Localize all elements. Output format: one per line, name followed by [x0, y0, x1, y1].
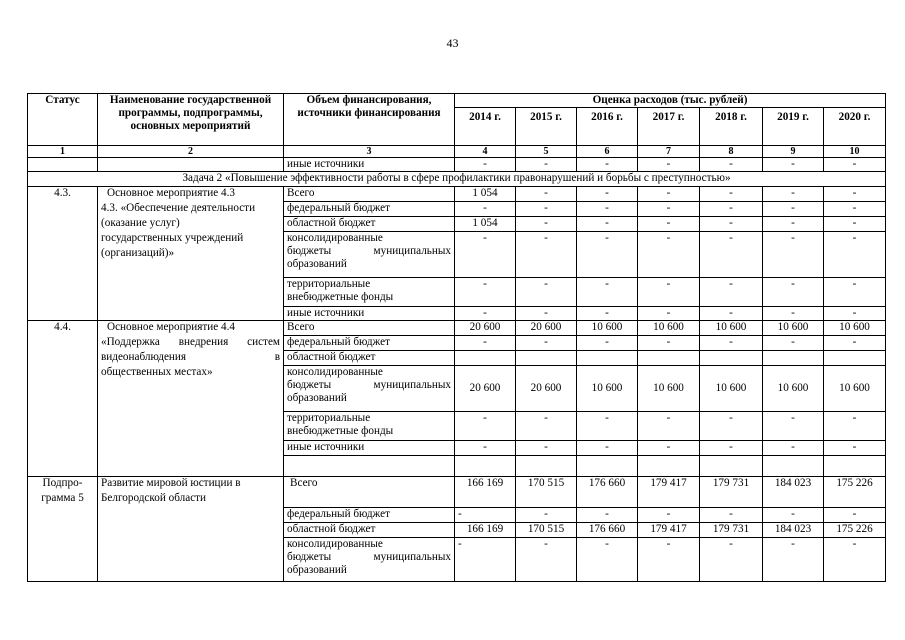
- value-cell: -: [455, 158, 516, 172]
- value-cell: -: [700, 508, 763, 523]
- column-number: 5: [516, 146, 577, 158]
- header-year: 2020 г.: [824, 108, 886, 146]
- value-cell: -: [700, 538, 763, 582]
- value-cell: -: [824, 508, 886, 523]
- value-cell: -: [763, 307, 824, 321]
- value-cell: 176 660: [577, 523, 638, 538]
- name-line: государственных учреждений: [101, 232, 244, 244]
- source-line: бюджеты муниципальных: [287, 379, 451, 391]
- value-cell: [577, 351, 638, 366]
- value-cell: -: [516, 508, 577, 523]
- measure-4-4-name: [98, 321, 284, 477]
- value-cell: -: [763, 217, 824, 232]
- value-cell: [516, 456, 577, 477]
- value-cell: -: [763, 278, 824, 307]
- value-cell: 175 226: [824, 523, 886, 538]
- source-label: федеральный бюджет: [284, 202, 455, 217]
- value-cell: 20 600: [516, 321, 577, 336]
- value-cell: -: [455, 441, 516, 456]
- column-number: 7: [638, 146, 700, 158]
- name-cell: [98, 158, 284, 172]
- header-year: 2015 г.: [516, 108, 577, 146]
- source-line: территориальные: [287, 412, 371, 424]
- value-cell: -: [638, 538, 700, 582]
- value-cell: -: [455, 412, 516, 441]
- value-cell: -: [577, 232, 638, 278]
- header-year: 2016 г.: [577, 108, 638, 146]
- value-cell: 176 660: [577, 477, 638, 508]
- value-cell: -: [638, 307, 700, 321]
- source-label: областной бюджет: [284, 217, 455, 232]
- value-cell: -: [455, 508, 516, 523]
- value-cell: [763, 351, 824, 366]
- status-cell: 4.3.: [28, 187, 98, 321]
- value-cell: -: [516, 538, 577, 582]
- value-cell: -: [824, 412, 886, 441]
- source-line: внебюджетные фонды: [287, 425, 394, 437]
- value-cell: -: [763, 158, 824, 172]
- value-cell: -: [700, 158, 763, 172]
- source-label: иные источники: [284, 307, 455, 321]
- value-cell: 179 731: [700, 477, 763, 508]
- value-cell: -: [516, 441, 577, 456]
- source-label: Всего: [284, 477, 455, 508]
- source-label: областной бюджет: [284, 351, 455, 366]
- source-label: [284, 278, 455, 307]
- name-line: «Поддержка внедрения систем: [101, 336, 280, 348]
- value-cell: -: [455, 202, 516, 217]
- value-cell: -: [638, 202, 700, 217]
- value-cell: 170 515: [516, 523, 577, 538]
- name-line: (организаций)»: [101, 247, 175, 259]
- source-label: федеральный бюджет: [284, 508, 455, 523]
- name-line: общественных местах»: [101, 366, 213, 378]
- value-cell: -: [455, 336, 516, 351]
- value-cell: -: [700, 307, 763, 321]
- value-cell: -: [577, 441, 638, 456]
- value-cell: [638, 456, 700, 477]
- measure-4-3-name: [98, 187, 284, 321]
- value-cell: -: [763, 508, 824, 523]
- value-cell: [455, 456, 516, 477]
- value-cell: -: [516, 158, 577, 172]
- value-cell: -: [638, 217, 700, 232]
- status-cell: [28, 158, 98, 172]
- name-line: Основное мероприятие 4.3: [107, 187, 235, 199]
- value-cell: 10 600: [824, 366, 886, 412]
- name-line: видеонаблюдения в: [101, 351, 280, 363]
- value-cell: -: [516, 217, 577, 232]
- name-line: Развитие мировой юстиции в: [101, 477, 241, 489]
- value-cell: [824, 351, 886, 366]
- column-number: 2: [98, 146, 284, 158]
- value-cell: -: [824, 202, 886, 217]
- value-cell: 184 023: [763, 477, 824, 508]
- header-year: 2018 г.: [700, 108, 763, 146]
- value-cell: 10 600: [763, 321, 824, 336]
- value-cell: -: [455, 232, 516, 278]
- value-cell: -: [577, 187, 638, 202]
- name-line: 4.3. «Обеспечение деятельности: [101, 202, 256, 214]
- value-cell: -: [638, 187, 700, 202]
- value-cell: [638, 351, 700, 366]
- value-cell: 20 600: [455, 321, 516, 336]
- header-estimate: Оценка расходов (тыс. рублей): [455, 94, 886, 108]
- value-cell: -: [700, 412, 763, 441]
- column-number: 4: [455, 146, 516, 158]
- source-label: [284, 538, 455, 582]
- value-cell: -: [516, 202, 577, 217]
- value-cell: -: [455, 278, 516, 307]
- value-cell: -: [763, 202, 824, 217]
- value-cell: 175 226: [824, 477, 886, 508]
- value-cell: 179 731: [700, 523, 763, 538]
- value-cell: -: [700, 232, 763, 278]
- value-cell: 20 600: [516, 366, 577, 412]
- name-line: (оказание услуг): [101, 217, 180, 229]
- column-number: 3: [284, 146, 455, 158]
- value-cell: -: [700, 441, 763, 456]
- source-line: образований: [287, 258, 347, 270]
- value-cell: -: [516, 307, 577, 321]
- source-label: областной бюджет: [284, 523, 455, 538]
- value-cell: -: [824, 187, 886, 202]
- value-cell: -: [455, 538, 516, 582]
- value-cell: -: [638, 278, 700, 307]
- source-label: Всего: [284, 321, 455, 336]
- value-cell: 10 600: [824, 321, 886, 336]
- value-cell: -: [763, 187, 824, 202]
- task-2-heading: Задача 2 «Повышение эффективности работы в сфере профилактики правонарушений и борьбы с преступностью»: [28, 172, 886, 187]
- source-line: консолидированные: [287, 232, 383, 244]
- source-label: Всего: [284, 187, 455, 202]
- name-line: Белгородской области: [101, 492, 207, 504]
- value-cell: 10 600: [638, 321, 700, 336]
- value-cell: -: [824, 232, 886, 278]
- value-cell: -: [577, 202, 638, 217]
- value-cell: -: [577, 412, 638, 441]
- value-cell: -: [577, 278, 638, 307]
- value-cell: -: [700, 202, 763, 217]
- page-number: 43: [446, 36, 459, 50]
- value-cell: [700, 456, 763, 477]
- value-cell: -: [700, 278, 763, 307]
- value-cell: 179 417: [638, 477, 700, 508]
- source-line: консолидированные: [287, 366, 383, 378]
- value-cell: -: [638, 412, 700, 441]
- source-line: образований: [287, 564, 347, 576]
- value-cell: -: [824, 158, 886, 172]
- header-year: 2019 г.: [763, 108, 824, 146]
- value-cell: -: [516, 412, 577, 441]
- value-cell: -: [577, 217, 638, 232]
- value-cell: [824, 456, 886, 477]
- value-cell: -: [700, 187, 763, 202]
- subprogram-5-name: [98, 477, 284, 582]
- value-cell: -: [763, 412, 824, 441]
- status-line: грамма 5: [41, 492, 84, 504]
- value-cell: -: [638, 508, 700, 523]
- column-number: 1: [28, 146, 98, 158]
- value-cell: -: [516, 336, 577, 351]
- value-cell: -: [824, 278, 886, 307]
- value-cell: -: [763, 336, 824, 351]
- value-cell: 184 023: [763, 523, 824, 538]
- value-cell: -: [824, 538, 886, 582]
- value-cell: 10 600: [700, 366, 763, 412]
- value-cell: -: [577, 307, 638, 321]
- source-label: [284, 456, 455, 477]
- source-line: внебюджетные фонды: [287, 291, 394, 303]
- header-status: Статус: [28, 94, 98, 146]
- value-cell: -: [516, 232, 577, 278]
- status-cell: [28, 477, 98, 582]
- column-number: 10: [824, 146, 886, 158]
- value-cell: -: [577, 538, 638, 582]
- header-year: 2014 г.: [455, 108, 516, 146]
- value-cell: -: [455, 307, 516, 321]
- value-cell: -: [763, 232, 824, 278]
- value-cell: -: [824, 307, 886, 321]
- source-label: [284, 366, 455, 412]
- header-name: Наименование государственной программы, подпрограммы, основных мероприятий: [98, 94, 284, 146]
- value-cell: -: [700, 217, 763, 232]
- status-line: Подпро-: [42, 477, 83, 489]
- value-cell: 10 600: [577, 366, 638, 412]
- source-label: [284, 232, 455, 278]
- value-cell: -: [577, 158, 638, 172]
- value-cell: [763, 456, 824, 477]
- source-line: бюджеты муниципальных: [287, 551, 451, 563]
- source-label: иные источники: [284, 158, 455, 172]
- value-cell: 170 515: [516, 477, 577, 508]
- header-financing: Объем финансирования, источники финансирования: [284, 94, 455, 146]
- value-cell: [516, 351, 577, 366]
- source-label: иные источники: [284, 441, 455, 456]
- value-cell: -: [824, 336, 886, 351]
- value-cell: -: [638, 158, 700, 172]
- value-cell: [455, 351, 516, 366]
- value-cell: 166 169: [455, 523, 516, 538]
- value-cell: 10 600: [577, 321, 638, 336]
- value-cell: -: [638, 441, 700, 456]
- value-cell: 10 600: [763, 366, 824, 412]
- status-cell: 4.4.: [28, 321, 98, 477]
- value-cell: [577, 456, 638, 477]
- budget-table: [27, 93, 886, 582]
- column-number: 6: [577, 146, 638, 158]
- name-line: Основное мероприятие 4.4: [107, 321, 235, 333]
- value-cell: -: [763, 538, 824, 582]
- source-line: территориальные: [287, 278, 371, 290]
- value-cell: 1 054: [455, 217, 516, 232]
- value-cell: -: [577, 336, 638, 351]
- value-cell: -: [824, 441, 886, 456]
- source-line: образований: [287, 392, 347, 404]
- source-line: консолидированные: [287, 538, 383, 550]
- value-cell: 10 600: [700, 321, 763, 336]
- value-cell: -: [577, 508, 638, 523]
- source-label: федеральный бюджет: [284, 336, 455, 351]
- value-cell: 179 417: [638, 523, 700, 538]
- value-cell: 1 054: [455, 187, 516, 202]
- value-cell: 166 169: [455, 477, 516, 508]
- value-cell: -: [638, 232, 700, 278]
- value-cell: -: [700, 336, 763, 351]
- value-cell: 20 600: [455, 366, 516, 412]
- value-cell: 10 600: [638, 366, 700, 412]
- value-cell: -: [516, 278, 577, 307]
- source-label: [284, 412, 455, 441]
- value-cell: -: [638, 336, 700, 351]
- header-year: 2017 г.: [638, 108, 700, 146]
- column-number: 8: [700, 146, 763, 158]
- value-cell: -: [824, 217, 886, 232]
- column-number: 9: [763, 146, 824, 158]
- value-cell: [700, 351, 763, 366]
- value-cell: -: [516, 187, 577, 202]
- value-cell: -: [763, 441, 824, 456]
- source-line: бюджеты муниципальных: [287, 245, 451, 257]
